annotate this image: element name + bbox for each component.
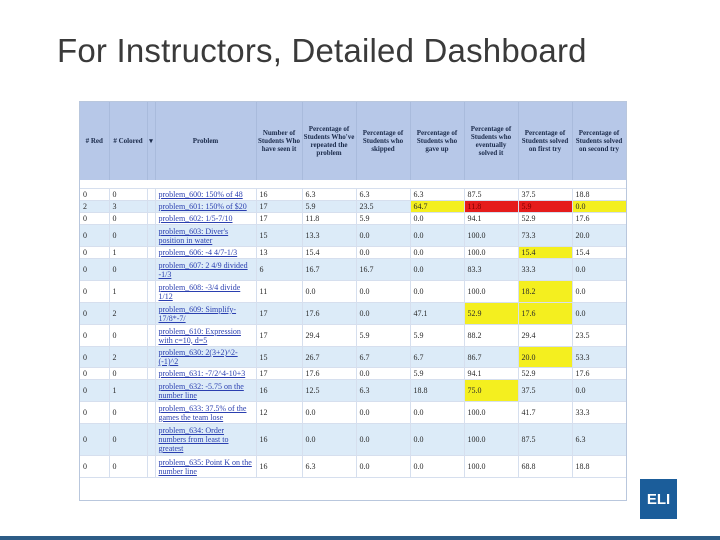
problem-link[interactable]: problem_601: 150% of $20 [155,201,256,213]
sort-spacer-cell [147,456,155,478]
table-row [80,380,626,402]
red-count-cell: 2 [80,201,109,213]
skipped-cell: 0.0 [356,303,410,325]
colored-count-cell: 0 [109,368,147,380]
second-try-cell: 6.3 [572,424,626,456]
header-second-try[interactable]: Percentage of Students solved on second try [572,102,626,180]
second-try-cell: 18.8 [572,189,626,201]
sort-spacer-cell [147,402,155,424]
second-try-cell: 0.0 [572,303,626,325]
solved-cell: 88.2 [464,325,518,347]
gave-up-cell: 64.7 [410,201,464,213]
solved-cell: 100.0 [464,424,518,456]
red-count-cell: 0 [80,259,109,281]
sort-spacer-cell [147,325,155,347]
repeated-cell: 0.0 [302,402,356,424]
first-try-cell: 5.9 [518,201,572,213]
red-count-cell: 0 [80,424,109,456]
red-count-cell: 0 [80,380,109,402]
skipped-cell: 23.5 [356,201,410,213]
skipped-cell: 0.0 [356,247,410,259]
gave-up-cell: 0.0 [410,247,464,259]
seen-cell: 17 [256,325,302,347]
colored-count-cell: 3 [109,201,147,213]
sort-spacer-cell [147,303,155,325]
second-try-cell: 15.4 [572,247,626,259]
repeated-cell: 17.6 [302,368,356,380]
seen-cell: 6 [256,259,302,281]
sort-arrow-icon[interactable]: ▾ [147,102,155,180]
gave-up-cell: 5.9 [410,368,464,380]
first-try-cell: 41.7 [518,402,572,424]
gave-up-cell: 47.1 [410,303,464,325]
solved-cell: 100.0 [464,402,518,424]
first-try-cell: 18.2 [518,281,572,303]
colored-count-cell: 0 [109,402,147,424]
solved-cell: 86.7 [464,347,518,368]
gave-up-cell: 0.0 [410,281,464,303]
sort-spacer-cell [147,347,155,368]
red-count-cell: 0 [80,225,109,247]
gave-up-cell: 6.3 [410,189,464,201]
table-row [80,247,626,259]
table-row [80,424,626,456]
slide-title: For Instructors, Detailed Dashboard [57,32,587,69]
skipped-cell: 6.7 [356,347,410,368]
table-row [80,189,626,201]
table-row [80,347,626,368]
first-try-cell: 15.4 [518,247,572,259]
problem-link[interactable]: problem_631: -7/2^4-10+3 [155,368,256,380]
problem-link[interactable]: problem_633: 37.5% of the games the team lose [155,402,256,424]
header-first-try[interactable]: Percentage of Students solved on first try [518,102,572,180]
colored-count-cell: 2 [109,303,147,325]
sort-spacer-cell [147,189,155,201]
solved-cell: 75.0 [464,380,518,402]
solved-cell: 94.1 [464,368,518,380]
sort-spacer-cell [147,259,155,281]
table-row [80,325,626,347]
skipped-cell: 5.9 [356,325,410,347]
repeated-cell: 6.3 [302,189,356,201]
first-try-cell: 17.6 [518,303,572,325]
colored-count-cell: 0 [109,189,147,201]
table-row [80,456,626,478]
header-seen[interactable]: Number of Students Who have seen it [256,102,302,180]
problem-link[interactable]: problem_607: 2 4/9 divided -1/3 [155,259,256,281]
table-row [80,402,626,424]
gave-up-cell: 0.0 [410,402,464,424]
repeated-cell: 26.7 [302,347,356,368]
first-try-cell: 52.9 [518,213,572,225]
second-try-cell: 0.0 [572,201,626,213]
seen-cell: 12 [256,402,302,424]
second-try-cell: 17.6 [572,368,626,380]
solved-cell: 100.0 [464,225,518,247]
first-try-cell: 29.4 [518,325,572,347]
red-count-cell: 0 [80,247,109,259]
first-try-cell: 87.5 [518,424,572,456]
red-count-cell: 0 [80,303,109,325]
skipped-cell: 16.7 [356,259,410,281]
colored-count-cell: 1 [109,281,147,303]
solved-cell: 100.0 [464,456,518,478]
header-problem[interactable]: Problem [155,102,256,180]
sort-spacer-cell [147,225,155,247]
solved-cell: 87.5 [464,189,518,201]
header-gave-up[interactable]: Percentage of Students who gave up [410,102,464,180]
skipped-cell: 0.0 [356,368,410,380]
red-count-cell: 0 [80,325,109,347]
solved-cell: 11.8 [464,201,518,213]
first-try-cell: 52.9 [518,368,572,380]
repeated-cell: 15.4 [302,247,356,259]
table-row [80,281,626,303]
second-try-cell: 0.0 [572,259,626,281]
colored-count-cell: 1 [109,247,147,259]
problem-link[interactable]: problem_634: Order numbers from least to greatest [155,424,256,456]
footer-bar [0,536,720,540]
second-try-cell: 0.0 [572,380,626,402]
repeated-cell: 11.8 [302,213,356,225]
gave-up-cell: 18.8 [410,380,464,402]
red-count-cell: 0 [80,347,109,368]
table-row [80,259,626,281]
repeated-cell: 5.9 [302,201,356,213]
repeated-cell: 17.6 [302,303,356,325]
table-row [80,225,626,247]
sort-spacer-cell [147,201,155,213]
repeated-cell: 0.0 [302,281,356,303]
colored-count-cell: 0 [109,456,147,478]
gave-up-cell: 0.0 [410,456,464,478]
dashboard-table-container [79,101,627,501]
header-repeated[interactable]: Percentage of Students Who've repeated the problem [302,102,356,180]
header-solved[interactable]: Percentage of Students who eventually solved it [464,102,518,180]
header-colored[interactable]: # Colored [109,102,147,180]
header-red[interactable]: # Red [80,102,109,180]
seen-cell: 11 [256,281,302,303]
seen-cell: 16 [256,456,302,478]
gave-up-cell: 5.9 [410,325,464,347]
header-skipped[interactable]: Percentage of Students who skipped [356,102,410,180]
second-try-cell: 0.0 [572,281,626,303]
seen-cell: 16 [256,424,302,456]
skipped-cell: 5.9 [356,213,410,225]
problem-link[interactable]: problem_606: -4 4/7-1/3 [155,247,256,259]
colored-count-cell: 0 [109,213,147,225]
problem-link[interactable]: problem_610: Expression with c=10, d=5 [155,325,256,347]
solved-cell: 94.1 [464,213,518,225]
sort-spacer-cell [147,380,155,402]
repeated-cell: 29.4 [302,325,356,347]
solved-cell: 83.3 [464,259,518,281]
sort-spacer-cell [147,281,155,303]
colored-count-cell: 0 [109,259,147,281]
second-try-cell: 17.6 [572,213,626,225]
skipped-cell: 6.3 [356,189,410,201]
seen-cell: 17 [256,201,302,213]
seen-cell: 13 [256,247,302,259]
problem-link[interactable]: problem_635: Point K on the number line [155,456,256,478]
table-row [80,303,626,325]
first-try-cell: 20.0 [518,347,572,368]
second-try-cell: 18.8 [572,456,626,478]
problem-link[interactable]: problem_602: 1/5-7/10 [155,213,256,225]
header-row [80,102,626,180]
gave-up-cell: 0.0 [410,225,464,247]
gave-up-cell: 0.0 [410,213,464,225]
skipped-cell: 6.3 [356,380,410,402]
gave-up-cell: 0.0 [410,259,464,281]
repeated-cell: 13.3 [302,225,356,247]
solved-cell: 100.0 [464,247,518,259]
seen-cell: 17 [256,303,302,325]
skipped-cell: 0.0 [356,456,410,478]
repeated-cell: 6.3 [302,456,356,478]
colored-count-cell: 0 [109,424,147,456]
first-try-cell: 68.8 [518,456,572,478]
colored-count-cell: 0 [109,325,147,347]
sort-spacer-cell [147,247,155,259]
table-row [80,368,626,380]
solved-cell: 100.0 [464,281,518,303]
repeated-cell: 0.0 [302,424,356,456]
gave-up-cell: 0.0 [410,424,464,456]
problem-link[interactable]: problem_603: Diver's position in water [155,225,256,247]
second-try-cell: 20.0 [572,225,626,247]
skipped-cell: 0.0 [356,281,410,303]
seen-cell: 17 [256,368,302,380]
sort-spacer-cell [147,213,155,225]
skipped-cell: 0.0 [356,402,410,424]
first-try-cell: 73.3 [518,225,572,247]
red-count-cell: 0 [80,368,109,380]
first-try-cell: 37.5 [518,189,572,201]
colored-count-cell: 1 [109,380,147,402]
seen-cell: 17 [256,213,302,225]
table-body [80,180,626,478]
seen-cell: 16 [256,189,302,201]
first-try-cell: 33.3 [518,259,572,281]
second-try-cell: 53.3 [572,347,626,368]
header-spacer [80,180,626,189]
problem-link[interactable]: problem_632: -5.75 on the number line [155,380,256,402]
colored-count-cell: 0 [109,225,147,247]
first-try-cell: 37.5 [518,380,572,402]
repeated-cell: 16.7 [302,259,356,281]
problem-link[interactable]: problem_600: 150% of 48 [155,189,256,201]
problem-link[interactable]: problem_609: Simplify-17/8*-7/ [155,303,256,325]
second-try-cell: 23.5 [572,325,626,347]
gave-up-cell: 6.7 [410,347,464,368]
colored-count-cell: 2 [109,347,147,368]
repeated-cell: 12.5 [302,380,356,402]
skipped-cell: 0.0 [356,225,410,247]
sort-spacer-cell [147,368,155,380]
eli-logo: ELI [640,479,677,519]
second-try-cell: 33.3 [572,402,626,424]
solved-cell: 52.9 [464,303,518,325]
sort-spacer-cell [147,424,155,456]
red-count-cell: 0 [80,456,109,478]
table-row [80,201,626,213]
problem-link[interactable]: problem_630: 2(3+2)^2-(-1)^2 [155,347,256,368]
red-count-cell: 0 [80,402,109,424]
dashboard-table [80,102,627,478]
skipped-cell: 0.0 [356,424,410,456]
problem-link[interactable]: problem_608: -3/4 divide 1/12 [155,281,256,303]
red-count-cell: 0 [80,189,109,201]
red-count-cell: 0 [80,281,109,303]
seen-cell: 15 [256,225,302,247]
table-row [80,213,626,225]
seen-cell: 15 [256,347,302,368]
red-count-cell: 0 [80,213,109,225]
seen-cell: 16 [256,380,302,402]
